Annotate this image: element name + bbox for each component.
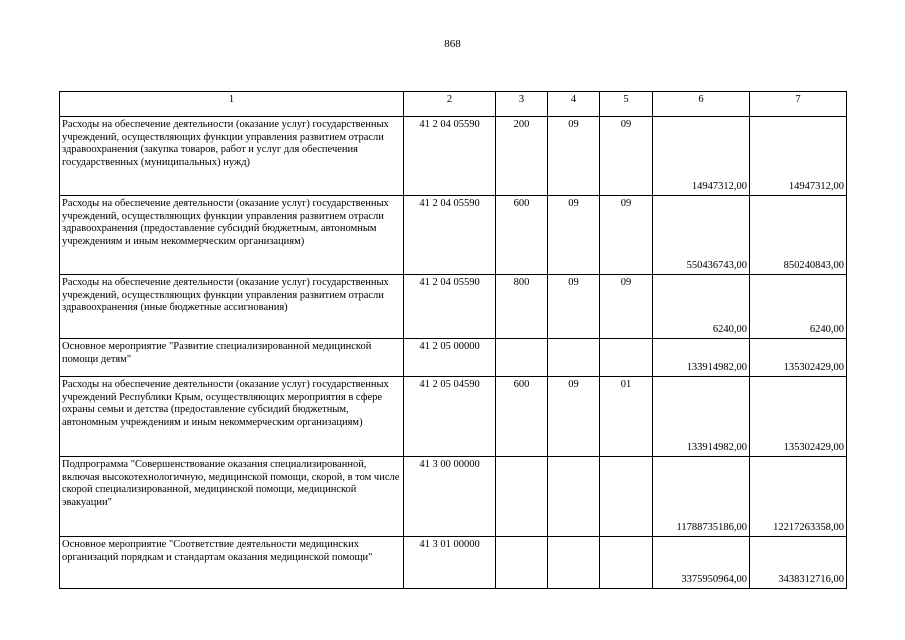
row-amount-7: 12217263358,00 xyxy=(750,457,847,537)
row-amount-7: 135302429,00 xyxy=(750,377,847,457)
header-cell: 2 xyxy=(404,92,496,117)
header-cell: 4 xyxy=(548,92,600,117)
row-col4: 09 xyxy=(548,117,600,196)
row-col5: 09 xyxy=(600,117,653,196)
row-amount-7: 135302429,00 xyxy=(750,339,847,377)
row-code: 41 2 04 05590 xyxy=(404,196,496,275)
row-col3 xyxy=(496,537,548,589)
row-name: Расходы на обеспечение деятельности (оказание услуг) государственных учреждений Республики Крым, осуществляющих мероприятия в сфере охраны семьи и детства (предоставление субсидий бюджетным, автономным учреждениям и иным некоммерческим организациям) xyxy=(60,377,404,457)
table-row xyxy=(60,339,847,377)
row-amount-7: 14947312,00 xyxy=(750,117,847,196)
row-col5 xyxy=(600,537,653,589)
table-row xyxy=(60,457,847,537)
row-col3: 600 xyxy=(496,196,548,275)
table-row xyxy=(60,117,847,196)
row-col4: 09 xyxy=(548,196,600,275)
row-name: Подпрограмма "Совершенствование оказания специализированной, включая высокотехнологичную, медицинской помощи, скорой, в том числе скорой специализированной, медицинской помощи, медицинской эвакуации" xyxy=(60,457,404,537)
header-cell: 1 xyxy=(60,92,404,117)
row-col3: 200 xyxy=(496,117,548,196)
row-code: 41 3 00 00000 xyxy=(404,457,496,537)
row-amount-6: 14947312,00 xyxy=(653,117,750,196)
row-code: 41 2 04 05590 xyxy=(404,275,496,339)
row-name: Основное мероприятие "Развитие специализированной медицинской помощи детям" xyxy=(60,339,404,377)
row-amount-6: 6240,00 xyxy=(653,275,750,339)
row-name: Расходы на обеспечение деятельности (оказание услуг) государственных учреждений, осуществляющих функции управления развитием отрасли здравоохранения (закупка товаров, работ и услуг для обеспечения государственных (муниципальных) нужд) xyxy=(60,117,404,196)
row-name: Расходы на обеспечение деятельности (оказание услуг) государственных учреждений, осуществляющих функции управления развитием отрасли здравоохранения (предоставление субсидий бюджетным, автономным учреждениям и иным некоммерческим организациям) xyxy=(60,196,404,275)
row-name: Расходы на обеспечение деятельности (оказание услуг) государственных учреждений, осуществляющих функции управления развитием отрасли здравоохранения (иные бюджетные ассигнования) xyxy=(60,275,404,339)
row-col5: 09 xyxy=(600,196,653,275)
row-code: 41 2 05 04590 xyxy=(404,377,496,457)
row-amount-6: 11788735186,00 xyxy=(653,457,750,537)
table-row xyxy=(60,275,847,339)
row-amount-6: 133914982,00 xyxy=(653,377,750,457)
row-amount-6: 3375950964,00 xyxy=(653,537,750,589)
row-col5 xyxy=(600,457,653,537)
header-row xyxy=(60,92,847,117)
row-amount-7: 6240,00 xyxy=(750,275,847,339)
row-col5: 01 xyxy=(600,377,653,457)
table-row xyxy=(60,196,847,275)
row-code: 41 3 01 00000 xyxy=(404,537,496,589)
header-cell: 5 xyxy=(600,92,653,117)
row-col3 xyxy=(496,339,548,377)
row-amount-6: 133914982,00 xyxy=(653,339,750,377)
row-col5 xyxy=(600,339,653,377)
row-code: 41 2 04 05590 xyxy=(404,117,496,196)
budget-table xyxy=(59,91,847,589)
row-col4: 09 xyxy=(548,377,600,457)
row-col3 xyxy=(496,457,548,537)
row-name: Основное мероприятие "Соответствие деятельности медицинских организаций порядкам и стандартам оказания медицинской помощи" xyxy=(60,537,404,589)
header-cell: 7 xyxy=(750,92,847,117)
header-cell: 6 xyxy=(653,92,750,117)
row-amount-7: 3438312716,00 xyxy=(750,537,847,589)
row-col4 xyxy=(548,537,600,589)
row-col4: 09 xyxy=(548,275,600,339)
row-col4 xyxy=(548,339,600,377)
row-col4 xyxy=(548,457,600,537)
row-amount-6: 550436743,00 xyxy=(653,196,750,275)
table-row xyxy=(60,537,847,589)
page-number: 868 xyxy=(444,38,461,50)
header-cell: 3 xyxy=(496,92,548,117)
row-col3: 600 xyxy=(496,377,548,457)
row-col3: 800 xyxy=(496,275,548,339)
row-col5: 09 xyxy=(600,275,653,339)
row-amount-7: 850240843,00 xyxy=(750,196,847,275)
row-code: 41 2 05 00000 xyxy=(404,339,496,377)
table-row xyxy=(60,377,847,457)
